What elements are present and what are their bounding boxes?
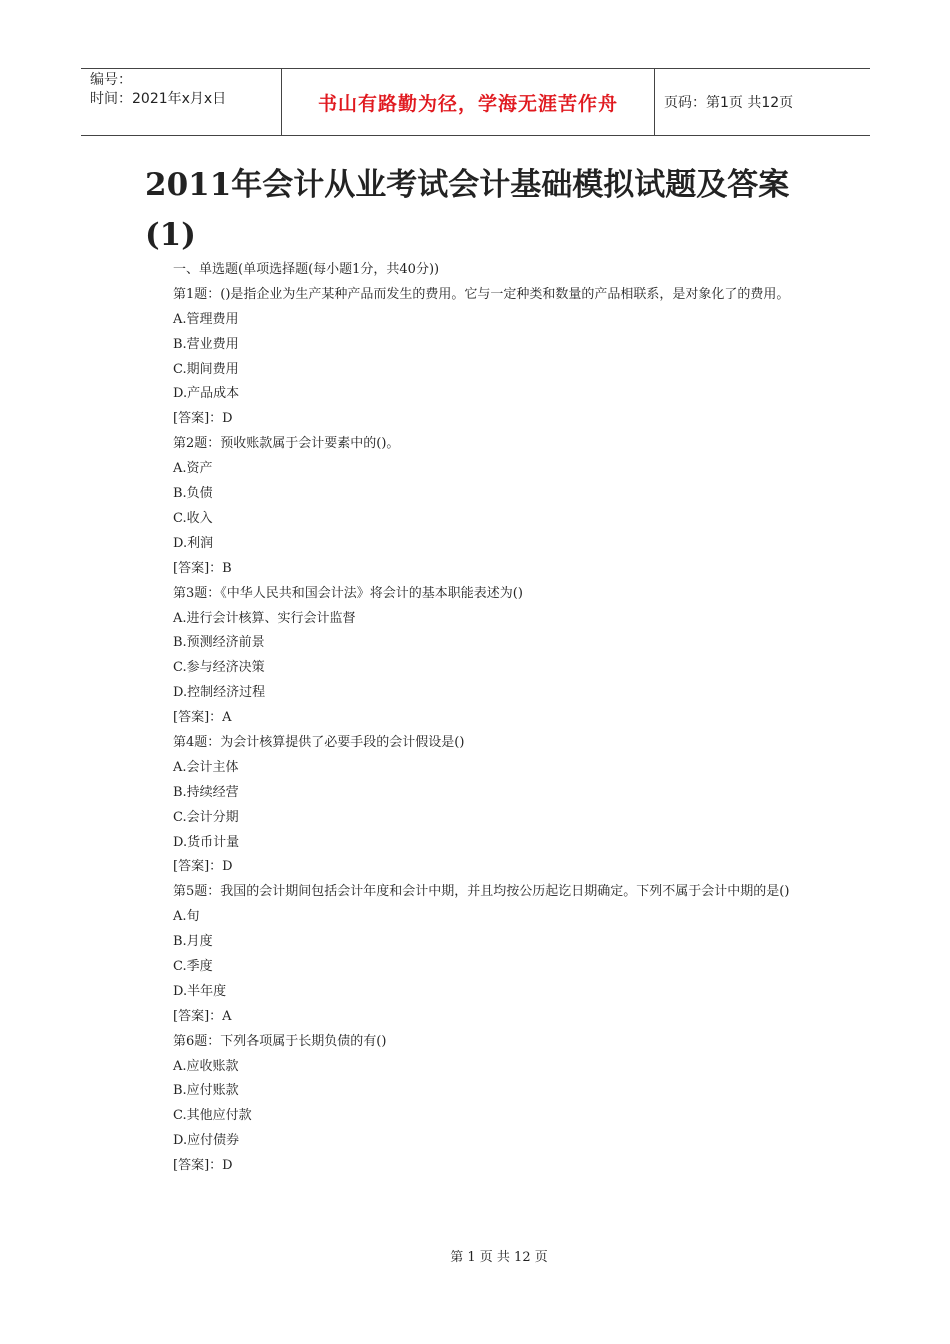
section-heading: 一、单选题(单项选择题(每小题1分，共40分)) <box>173 262 440 277</box>
answer-key: [答案]：A <box>173 710 232 726</box>
answer-key: [答案]：B <box>173 560 232 576</box>
question-block <box>145 283 813 432</box>
answer-key: [答案]：D <box>173 859 233 875</box>
answer-option: C.收入 <box>173 510 213 526</box>
question-stem: 第2题：预收账款属于会计要素中的()。 <box>173 436 400 452</box>
answer-option: C.季度 <box>173 959 213 975</box>
header-motto: 书山有路勤为径，学海无涯苦作舟 <box>281 69 655 135</box>
answer-option: C.会计分期 <box>173 809 239 825</box>
question-block <box>145 880 813 1029</box>
answer-option: A.资产 <box>173 461 213 477</box>
page-footer: 第 1 页 共 12 页 <box>450 1250 548 1265</box>
answer-option: B.预测经济前景 <box>173 635 265 651</box>
answer-key: [答案]：D <box>173 1158 233 1174</box>
answer-option: C.参与经济决策 <box>173 660 265 676</box>
answer-option: D.半年度 <box>173 983 227 999</box>
code-label: 编号： <box>90 72 132 88</box>
question-block <box>145 432 813 581</box>
answer-option: B.应付账款 <box>173 1083 239 1099</box>
answer-option: A.进行会计核算、实行会计监督 <box>173 610 356 626</box>
answer-option: A.会计主体 <box>173 759 239 775</box>
answer-option: D.产品成本 <box>173 386 240 402</box>
answer-option: C.其他应付款 <box>173 1108 252 1124</box>
time-label: 时间：2021年x月x日 <box>90 91 227 107</box>
answer-option: D.控制经济过程 <box>173 685 266 701</box>
answer-option: C.期间费用 <box>173 361 239 377</box>
answer-option: D.利润 <box>173 535 214 551</box>
answer-option: B.负债 <box>173 486 213 502</box>
document-body <box>145 258 813 1179</box>
header-meta <box>81 69 281 135</box>
header-page-label: 页码：第1页 共12页 <box>664 95 794 111</box>
question-block <box>145 731 813 880</box>
question-stem: 第1题：()是指企业为生产某种产品而发生的费用。它与一定种类和数量的产品相联系，是对象化了的费用。 <box>173 286 790 302</box>
answer-option: D.应付债券 <box>173 1133 240 1149</box>
answer-option: A.应收账款 <box>173 1058 239 1074</box>
answer-option: B.营业费用 <box>173 336 239 352</box>
answer-option: D.货币计量 <box>173 834 240 850</box>
question-stem: 第6题：下列各项属于长期负债的有() <box>173 1033 387 1049</box>
answer-key: [答案]：D <box>173 411 233 427</box>
document-header <box>81 68 870 136</box>
question-block <box>145 582 813 731</box>
question-stem: 第5题：我国的会计期间包括会计年度和会计中期，并且均按公历起讫日期确定。下列不属于会计中期的是() <box>173 884 790 900</box>
question-stem: 第3题：《中华人民共和国会计法》将会计的基本职能表述为() <box>173 585 523 601</box>
answer-option: A.旬 <box>173 909 200 925</box>
question-stem: 第4题：为会计核算提供了必要手段的会计假设是() <box>173 734 465 750</box>
answer-option: B.持续经营 <box>173 784 239 800</box>
question-block <box>145 1030 813 1179</box>
answer-key: [答案]：A <box>173 1008 232 1024</box>
page-title: 2011年会计从业考试会计基础模拟试题及答案(1) <box>145 167 790 253</box>
answer-option: A.管理费用 <box>173 311 239 327</box>
answer-option: B.月度 <box>173 934 213 950</box>
question-list <box>145 283 813 1179</box>
